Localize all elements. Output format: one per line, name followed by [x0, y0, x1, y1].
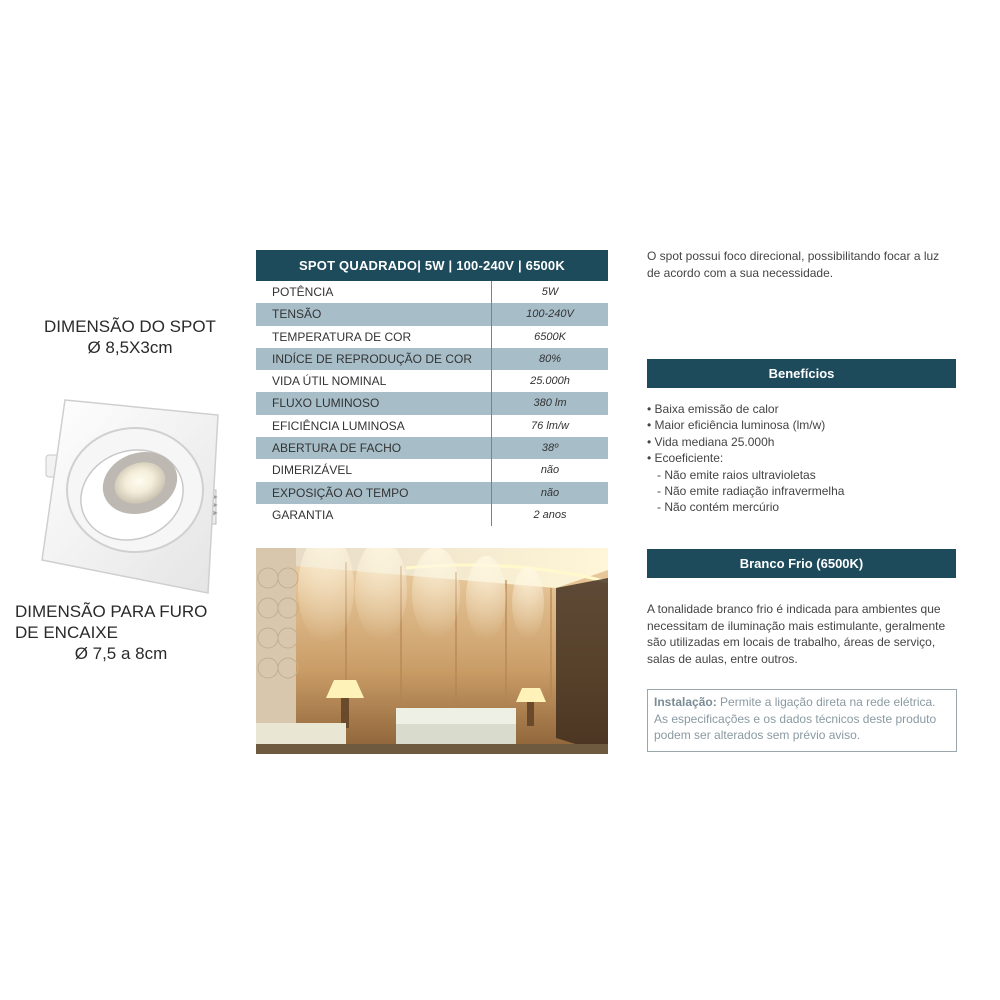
spec-row: [256, 392, 608, 414]
spec-value: 5W: [541, 286, 559, 298]
spec-value: 76 lm/w: [531, 419, 569, 432]
spec-row: [256, 459, 608, 481]
spot-dimension-value: Ø 8,5X3cm: [87, 338, 173, 357]
spec-value: 2 anos: [533, 508, 567, 521]
spec-label: ABERTURA DE FACHO: [256, 437, 492, 459]
benefit-item: • Maior eficiência luminosa (lm/w): [647, 418, 826, 433]
room-illustration: [256, 548, 608, 754]
spec-row: [256, 281, 608, 303]
spec-label: GARANTIA: [256, 504, 492, 526]
spec-label: FLUXO LUMINOSO: [256, 392, 492, 414]
spec-label: TENSÃO: [256, 303, 492, 325]
spec-value: não: [540, 464, 560, 477]
spot-dimension-block: [20, 316, 240, 358]
spec-value: não: [540, 486, 560, 499]
spec-row: [256, 303, 608, 325]
spec-row: [256, 326, 608, 348]
spec-label: TEMPERATURA DE COR: [256, 326, 492, 348]
spec-table: [256, 250, 608, 526]
benefit-item: • Vida mediana 25.000h: [647, 434, 775, 449]
spec-value: 380 lm: [533, 397, 567, 410]
spec-value: 25.000h: [530, 375, 570, 388]
spec-row: [256, 348, 608, 370]
benefits-list: [647, 401, 957, 516]
spec-row: [256, 482, 608, 504]
spot-dimension-title: DIMENSÃO DO SPOT: [44, 317, 216, 336]
spot-product-image: [40, 395, 225, 595]
benefit-item: • Ecoeficiente:: [647, 451, 724, 466]
instalacao-note: [647, 689, 957, 752]
beneficios-header: Benefícios: [647, 359, 956, 388]
spec-row: [256, 437, 608, 459]
spec-label: DIMERIZÁVEL: [256, 459, 492, 481]
benefit-sub-item: - Não emite raios ultravioletas: [657, 467, 816, 482]
furo-dimension-value: Ø 7,5 a 8cm: [74, 644, 168, 663]
benefit-sub-item: - Não emite radiação infravermelha: [657, 484, 845, 499]
branco-frio-text: A tonalidade branco frio é indicada para ambientes que necessitam de iluminação mais estimulante, geralmente são utilizadas em locais de trabalho, áreas de serviço, salas de aulas, entre outros.: [647, 602, 946, 666]
spec-value: 100-240V: [526, 308, 574, 321]
spec-row: [256, 370, 608, 392]
spec-value: 38º: [541, 442, 559, 455]
furo-dimension-subtitle: DE ENCAIXE: [15, 623, 118, 642]
instalacao-label: Instalação:: [654, 695, 717, 709]
spec-label: INDÍCE DE REPRODUÇÃO DE COR: [256, 348, 492, 370]
branco-frio-header: Branco Frio (6500K): [647, 549, 956, 578]
spec-label: EXPOSIÇÃO AO TEMPO: [256, 482, 492, 504]
intro-text: O spot possui foco direcional, possibilitando focar a luz de acordo com a sua necessidade.: [647, 249, 940, 280]
benefit-item: • Baixa emissão de calor: [647, 402, 779, 416]
spec-table-body: [256, 281, 608, 526]
spec-row: [256, 504, 608, 526]
spec-label: VIDA ÚTIL NOMINAL: [256, 370, 492, 392]
spec-table-title: SPOT QUADRADO| 5W | 100-240V | 6500K: [256, 250, 608, 281]
furo-dimension-title: DIMENSÃO PARA FURO: [15, 602, 208, 621]
room-photo: [256, 548, 608, 754]
benefit-sub-item: - Não contém mercúrio: [657, 500, 780, 515]
spec-value: 80%: [538, 352, 562, 365]
furo-dimension-block: [15, 601, 247, 664]
spec-label: EFICIÊNCIA LUMINOSA: [256, 415, 492, 437]
spec-label: POTÊNCIA: [256, 281, 492, 303]
spec-row: [256, 415, 608, 437]
spec-value: 6500K: [534, 330, 566, 343]
instalacao-text: Permite a ligação direta na rede elétrica. As especificações e os dados técnicos deste produto podem ser alterados sem prévio aviso.: [654, 695, 937, 743]
